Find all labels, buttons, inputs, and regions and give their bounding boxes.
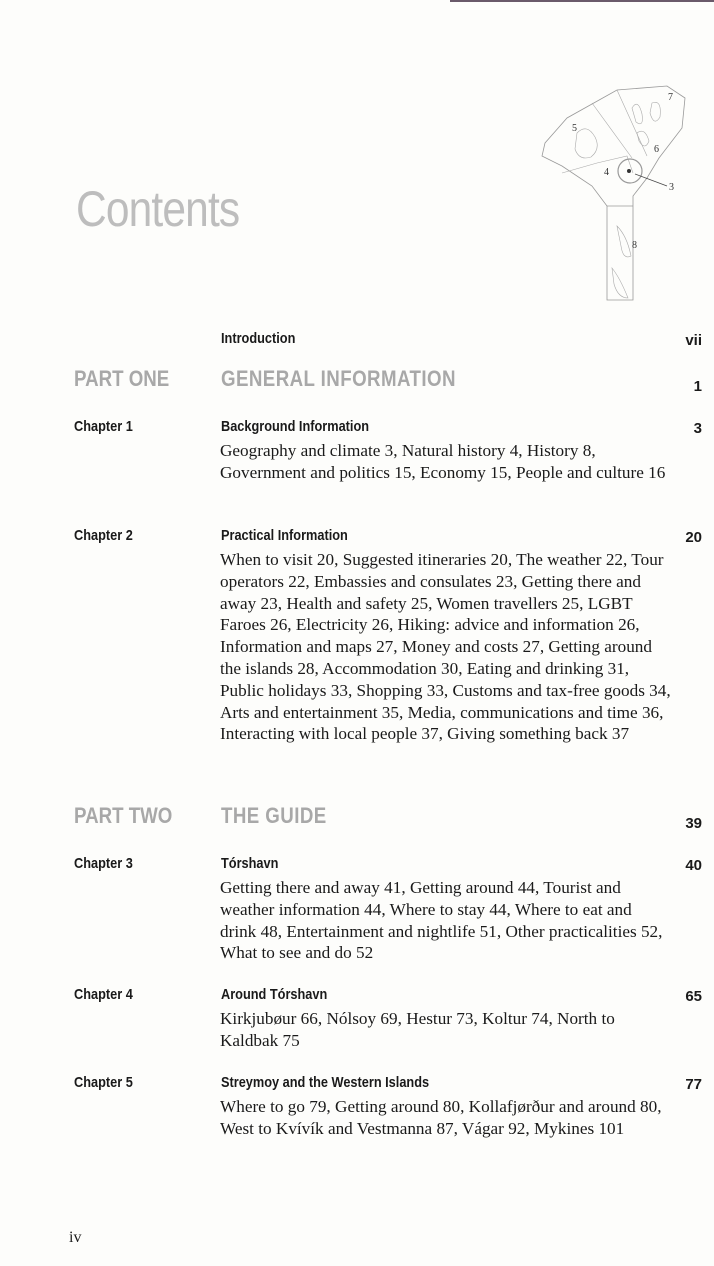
chapter-label: Chapter 4 — [74, 986, 133, 1003]
chapter-label: Chapter 5 — [74, 1074, 133, 1091]
top-edge-line — [450, 0, 714, 2]
part-page: 1 — [693, 378, 702, 395]
chapter-title: Tórshavn — [221, 855, 279, 872]
chapter-title: Streymoy and the Western Islands — [221, 1074, 430, 1091]
part-title: GENERAL INFORMATION — [221, 366, 456, 391]
chapter-description: Getting there and away 41, Getting around 44, Tourist and weather information 44, Where to stay 44, Where to eat and drink 48, Entertainment and nightlife 51, Other practicalities 52, What to see and do 52 — [220, 878, 663, 963]
chapter-title: Background Information — [221, 418, 370, 435]
chapter-page: 65 — [685, 988, 702, 1005]
chapter-page: 20 — [685, 529, 702, 546]
map-label-4: 4 — [604, 167, 609, 178]
part-page: 39 — [685, 815, 702, 832]
entry-page: vii — [685, 332, 702, 349]
faroe-islands-locator-map — [537, 78, 697, 308]
chapter-label: Chapter 2 — [74, 527, 133, 544]
chapter-title: Practical Information — [221, 527, 348, 544]
chapter-description: Kirkjubøur 66, Nólsoy 69, Hestur 73, Koltur 74, North to Kaldbak 75 — [220, 1009, 615, 1050]
page-title: Contents — [76, 181, 240, 237]
chapter-title: Around Tórshavn — [221, 986, 328, 1003]
chapter-page: 40 — [685, 857, 702, 874]
map-label-8: 8 — [632, 240, 637, 251]
chapter-label: Chapter 1 — [74, 418, 133, 435]
map-label-6: 6 — [654, 144, 659, 155]
part-title: THE GUIDE — [221, 803, 327, 828]
part-label: PART TWO — [74, 803, 173, 828]
chapter-description: Geography and climate 3, Natural history 4, History 8, Government and politics 15, Economy 15, People and culture 16 — [220, 441, 666, 482]
chapter-description: When to visit 20, Suggested itineraries 20, The weather 22, Tour operators 22, Embassies and consulates 23, Getting there and away 23, Health and safety 25, Women travellers 25, LGBT Faroes 26, Electricity 26, Hiking: advice and information 26, Information and maps 27, Money and costs 27, Getting around the islands 28, Accommodation 30, Eating and drinking 31, Public holidays 33, Shopping 33, Customs and tax-free goods 34, Arts and entertainment 35, Media, communications and time 36, Interacting with local people 37, Giving something back 37 — [220, 550, 671, 744]
part-label: PART ONE — [74, 366, 170, 391]
chapter-page: 3 — [693, 420, 702, 437]
chapter-page: 77 — [685, 1076, 702, 1093]
page-number: iv — [69, 1229, 82, 1246]
map-label-3: 3 — [669, 182, 674, 193]
chapter-label: Chapter 3 — [74, 855, 133, 872]
chapter-description: Where to go 79, Getting around 80, Kollafjørður and around 80, West to Kvívík and Vestmanna 87, Vágar 92, Mykines 101 — [220, 1097, 662, 1138]
map-label-5: 5 — [572, 123, 577, 134]
entry-title: Introduction — [221, 330, 296, 347]
map-label-7: 7 — [668, 92, 673, 103]
